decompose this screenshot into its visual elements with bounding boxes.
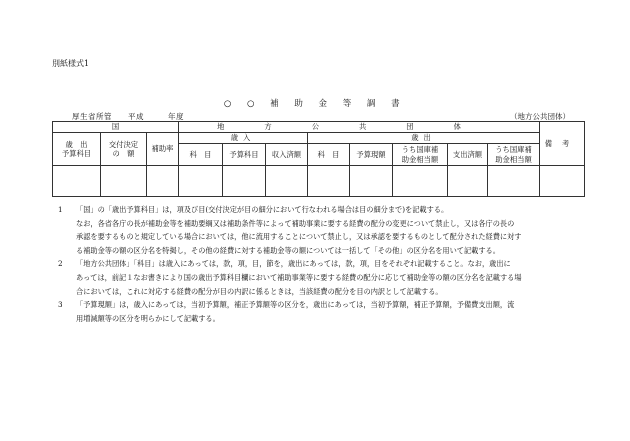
table-cell [308, 166, 350, 197]
note-line: 「国」の「歳出予算科目」は，項及び目(交付決定が目の細分において行なわれる場合は目の細分まで)を記載する。 [76, 205, 449, 214]
col-out-budget: 予算現額 [350, 144, 393, 166]
col-in-budget: 予算科目 [223, 144, 266, 166]
note-2 [58, 257, 580, 298]
table-cell [101, 166, 147, 197]
col-out-national-share: うち国庫補 助金相当額 [393, 144, 448, 166]
table-row [53, 166, 585, 197]
table-cell [488, 166, 540, 197]
header-saishutsu: 歳出 [308, 133, 540, 144]
subsidy-table [52, 121, 585, 197]
note-number: 3 [58, 300, 63, 310]
note-line: なお，各省各庁の長が補助金等を補助要綱又は補助条件等によって補助事業に要する経費の配分の変更について禁止し，又は各庁の長の [76, 218, 515, 228]
note-line: 「地方公共団体」「科目」は歳入にあっては，款，項，目，節を，歳出にあっては，款，項，目をそれぞれ記載すること。なお，歳出に [76, 259, 511, 269]
header-remarks: 備考 [540, 122, 585, 166]
note-line: 用増減額等の区分を明らかにして記載する。 [76, 313, 220, 323]
table-cell [393, 166, 448, 197]
table-cell [540, 166, 585, 197]
col-kuni-budget-item: 歳 出 予算科目 [53, 133, 101, 166]
col-subsidy-rate: 補助率 [147, 133, 179, 166]
table-cell [223, 166, 266, 197]
header-sainyuu: 歳入 [179, 133, 308, 144]
col-out-paid: 支出済額 [448, 144, 488, 166]
table-cell [448, 166, 488, 197]
note-line: あっては，前記１なお書きにより国の歳出予算科目欄において補助事業等に要する経費の配分に応じて補助金等の額の区分名を記載する場 [76, 272, 522, 282]
table-cell [179, 166, 223, 197]
note-number: 1 [58, 205, 63, 214]
document-title: ○ ○ 補 助 金 等 調 書 [223, 99, 407, 109]
entity-label: （地方公共団体） [510, 112, 570, 121]
col-out-national-share-2: うち国庫補 助金相当額 [488, 144, 540, 166]
form-label: 別紙様式1 [52, 59, 90, 68]
table-cell [147, 166, 179, 197]
note-1 [58, 203, 580, 257]
header-chihou: 地方公共団体 [179, 122, 540, 133]
note-line: る補助金等の額の区分名を特掲し，その他の経費に対する補助金等の額については一括して「その他」の区分名を用いて記載する。 [76, 245, 500, 255]
col-in-item: 科 目 [179, 144, 223, 166]
note-number: 2 [58, 259, 63, 269]
note-line: 承認を要するものと規定している場合においては，他に流用することについて禁止し，又は承認を要するものとして配分された経費に対す [76, 232, 522, 242]
notes [58, 203, 580, 325]
note-line: 「予算現額」は，歳入にあっては，当初予算額，補正予算額等の区分を，歳出にあっては，当初予算額，補正予算額，予備費支出額，流 [76, 300, 515, 310]
col-out-item: 科 目 [308, 144, 350, 166]
note-line: 合においては，これに対応する経費の配分が目の内訳に係るときは，当該経費の配分を目の内訳として記載する。 [76, 286, 443, 296]
col-kuni-decision-amount: 交付決定 の 額 [101, 133, 147, 166]
table-cell [53, 166, 101, 197]
table-cell [266, 166, 308, 197]
col-in-settled: 収入済額 [266, 144, 308, 166]
note-3 [58, 298, 580, 325]
table-cell [350, 166, 393, 197]
agency-fiscal-year: 厚生省所管 平成 年度 [72, 112, 184, 121]
header-kuni: 国 [53, 122, 179, 133]
